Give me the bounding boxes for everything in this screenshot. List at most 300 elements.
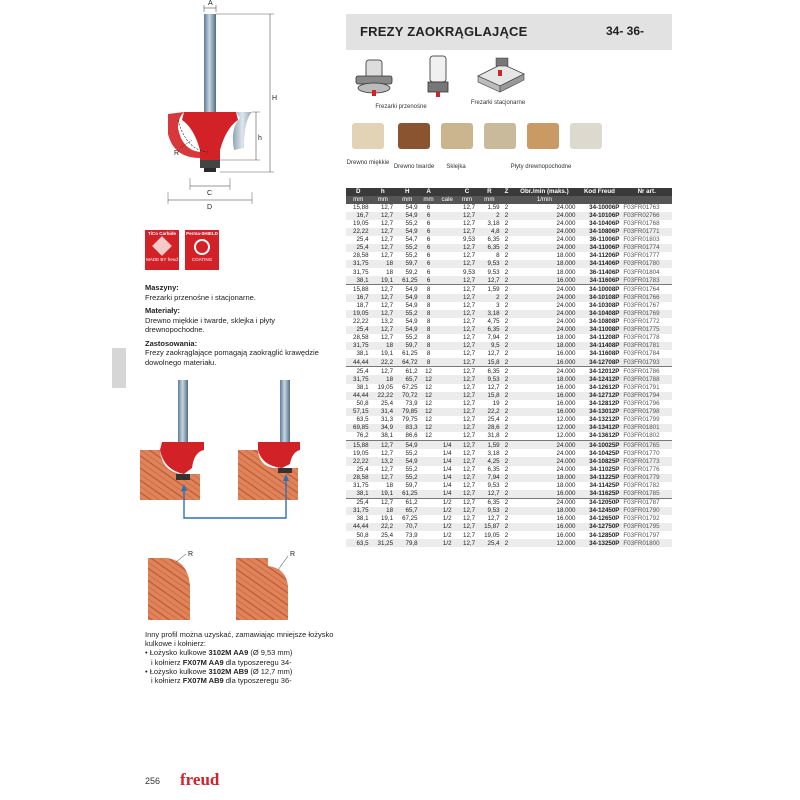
table-cell: 34-12708P [577, 358, 621, 367]
table-cell: 22,22 [353, 318, 369, 326]
table-cell: 12,7 [457, 539, 477, 547]
table-cell: F03FR01774 [621, 244, 672, 252]
table-cell: 83,3 [395, 424, 420, 432]
table-cell [420, 482, 438, 490]
table-row [346, 302, 672, 310]
table-cell: 55,2 [395, 474, 420, 482]
materialy-title: Materiały: [145, 306, 181, 315]
table-cell: 2 [504, 203, 509, 211]
table-cell: 18.000 [556, 334, 576, 342]
table-row [346, 531, 672, 539]
table-cell: 44,44 [346, 392, 371, 400]
profile-R-right: R [290, 551, 296, 558]
table-cell: 1,59 [477, 441, 502, 450]
table-cell: 16.000 [511, 408, 577, 416]
table-cell: 34-13612P [589, 432, 620, 440]
table-cell: 12,7 [380, 236, 394, 244]
table-cell: 12,7 [463, 481, 476, 489]
ticro-badge-title: TiCo Carbide [148, 231, 176, 236]
table-cell: 44,44 [346, 523, 371, 531]
table-cell: 25,4 [346, 326, 371, 334]
table-cell: 22,22 [346, 457, 371, 465]
table-cell: 24.000 [511, 228, 577, 236]
table-cell: 6,35 [487, 465, 500, 473]
table-cell: 9,53 [487, 481, 500, 489]
table-cell: 12,7 [380, 465, 394, 473]
label-R: R [174, 150, 180, 157]
table-cell: 34-11006P [577, 244, 621, 252]
profile-left [148, 558, 190, 620]
col-header: H [395, 188, 420, 196]
table-cell: 16.000 [556, 383, 576, 391]
table-cell: 2 [502, 375, 512, 383]
board-swatch-1 [484, 123, 516, 149]
table-cell: 73,9 [405, 531, 418, 539]
table-cell: 34-11008P [577, 326, 621, 334]
table-cell: 64,72 [395, 358, 420, 367]
table-cell [420, 474, 438, 482]
table-row [346, 268, 672, 276]
table-cell: 2 [502, 342, 512, 350]
table-cell: 12,7 [457, 276, 477, 285]
table-cell: 25,4 [356, 236, 369, 244]
table-cell: 1/2 [438, 523, 457, 531]
table-cell: 1/2 [438, 507, 457, 515]
table-cell: 28,58 [353, 334, 369, 342]
table-cell: 12,7 [463, 350, 476, 358]
table-cell: 19,1 [371, 276, 396, 285]
table-cell: F03FR01779 [621, 474, 672, 482]
table-cell: 25,4 [346, 498, 371, 507]
table-cell: 3,18 [477, 310, 502, 318]
table-cell: 15,88 [346, 285, 371, 294]
table-cell: F03FR01794 [621, 392, 672, 400]
table-cell: 34-13412P [577, 424, 621, 432]
table-cell: 6 [420, 212, 438, 220]
table-cell: F03FR01765 [621, 441, 672, 450]
table-cell: 2 [502, 367, 512, 376]
col-header: A [420, 188, 438, 196]
col-unit [577, 196, 621, 204]
table-cell: 24.000 [511, 498, 577, 507]
table-cell: 12,7 [457, 310, 477, 318]
table-cell: 12,7 [457, 498, 477, 507]
table-cell: 34-11625P [577, 490, 621, 499]
table-cell: F03FR01771 [621, 228, 672, 236]
table-cell: 54,9 [395, 212, 420, 220]
table-cell [420, 498, 438, 507]
table-cell: 6 [420, 276, 438, 285]
table-cell: 22,22 [346, 228, 371, 236]
table-cell: 2 [502, 244, 512, 252]
table-cell: 16.000 [556, 515, 576, 523]
table-cell: 54,9 [395, 285, 420, 294]
col-header: Z [502, 188, 512, 196]
table-cell: 34-11406P [577, 260, 621, 268]
table-cell: 2 [504, 400, 509, 408]
table-cell: 8 [426, 318, 431, 326]
table-row [346, 342, 672, 350]
table-cell: F03FR01803 [623, 236, 660, 244]
alt-bullet-1b: i kołnierz FX07M AA9 dla typoszeregu 34- [151, 657, 292, 667]
table-cell: 15,87 [477, 523, 502, 531]
table-cell: 63,5 [346, 539, 371, 547]
table-cell [438, 204, 457, 212]
table-unit-row [346, 196, 672, 204]
col-unit: 1/min [511, 196, 577, 204]
table-cell: 2 [502, 326, 512, 334]
table-cell: F03FR01780 [621, 260, 672, 268]
table-cell: 12,7 [371, 474, 396, 482]
table-cell: 34-13212P [589, 416, 620, 424]
table-cell: 12,7 [457, 212, 477, 220]
table-cell: 59,7 [395, 260, 420, 268]
table-cell: F03FR01797 [623, 531, 660, 539]
table-cell: 2 [502, 424, 512, 432]
table-cell: 2 [502, 310, 512, 318]
table-row [346, 318, 672, 326]
table-cell: F03FR01767 [623, 301, 660, 309]
table-cell: 18.000 [511, 474, 577, 482]
table-cell: 2 [477, 294, 502, 302]
table-cell: 9,53 [463, 268, 476, 276]
ticro-badge [145, 230, 179, 270]
table-cell: 18.000 [511, 342, 577, 350]
table-cell: 79,8 [395, 539, 420, 547]
table-cell: 12,7 [457, 244, 477, 252]
table-cell [438, 367, 457, 376]
table-cell: 12,7 [457, 392, 477, 400]
table-cell: 2 [502, 276, 512, 285]
table-cell: F03FR01799 [623, 416, 660, 424]
table-cell: 4,25 [477, 457, 502, 465]
table-cell: 12,7 [371, 294, 396, 302]
table-cell: 38,1 [356, 383, 369, 391]
table-cell: 12,7 [463, 301, 476, 309]
table-cell: 24.000 [511, 441, 577, 450]
portable-router-icon [352, 56, 396, 98]
table-cell: 24.000 [511, 457, 577, 465]
materialy-text: Drewno miękkie i twarde, sklejka i płyty drewnopochodne. [145, 315, 276, 334]
table-cell: F03FR01776 [623, 465, 660, 473]
table-cell: 31,4 [371, 408, 396, 416]
table-cell: 8 [420, 342, 438, 350]
col-header: Obr./min (maks.) [511, 188, 577, 196]
table-cell: 54,9 [405, 301, 418, 309]
col-header: h [371, 188, 396, 196]
table-cell: 16.000 [511, 523, 577, 531]
table-row [346, 408, 672, 416]
perma-badge-sub: COATING [191, 257, 213, 262]
table-cell: 24.000 [556, 203, 576, 211]
alt-bullet-2b: i kołnierz FX07M AB9 dla typoszeregu 36- [151, 676, 292, 686]
table-cell: 18 [371, 507, 396, 515]
table-cell: 61,25 [395, 276, 420, 285]
spec-table [346, 188, 672, 547]
table-cell: 12 [420, 375, 438, 383]
table-cell [438, 260, 457, 268]
table-cell: 6,35 [477, 326, 502, 334]
table-cell: 2 [502, 498, 512, 507]
table-cell: F03FR01763 [623, 203, 660, 211]
table-cell: 12,7 [457, 375, 477, 383]
table-cell: 8 [420, 310, 438, 318]
table-cell: 18.000 [511, 507, 577, 515]
table-cell: 24.000 [511, 294, 577, 302]
table-cell: 59,2 [405, 268, 418, 276]
table-cell: 9,53 [477, 260, 502, 268]
table-row [346, 490, 672, 499]
table-cell: 2 [504, 252, 509, 260]
table-cell: 55,2 [405, 252, 418, 260]
table-cell: 12 [425, 400, 432, 408]
table-row [346, 466, 672, 474]
table-cell: 12,7 [457, 424, 477, 432]
table-cell: 70,7 [395, 523, 420, 531]
table-row [346, 334, 672, 342]
series-code: 34- 36- [606, 24, 645, 38]
table-cell: F03FR01800 [621, 539, 672, 547]
table-cell: 18 [371, 342, 396, 350]
table-row [346, 515, 672, 523]
table-cell: F03FR01782 [623, 481, 660, 489]
table-row [346, 367, 672, 376]
table-cell: 55,2 [405, 219, 418, 227]
table-cell [438, 432, 457, 441]
table-cell: 34-12812P [589, 400, 620, 408]
label-boards: Płyty drewnopochodne [510, 164, 572, 170]
table-row [346, 474, 672, 482]
table-cell: 19,05 [484, 531, 500, 539]
table-cell: 1/4 [438, 457, 457, 465]
table-cell: 61,2 [395, 367, 420, 376]
table-cell [438, 334, 457, 342]
table-cell: 34-10008P [577, 285, 621, 294]
table-cell [438, 375, 457, 383]
table-cell: 1/4 [438, 441, 457, 450]
alt-intro: Inny profil można uzyskać, zamawiając mniejsze łożysko kulkowe i kołnierz: [145, 630, 334, 649]
table-row [346, 244, 672, 252]
table-cell: 18.000 [556, 481, 576, 489]
table-row [346, 539, 672, 547]
side-tab [112, 348, 126, 388]
col-header: Kod Freud [577, 188, 621, 196]
table-cell: 15,8 [477, 392, 502, 400]
table-cell: 34-12750P [577, 523, 621, 531]
table-cell: 24.000 [556, 449, 576, 457]
table-cell: F03FR01764 [621, 285, 672, 294]
table-row [346, 392, 672, 400]
table-cell: 70,72 [395, 392, 420, 400]
table-cell: 31,75 [353, 481, 369, 489]
table-cell: 34-10825P [577, 457, 621, 465]
table-cell: 12,7 [463, 416, 476, 424]
table-cell: 2 [504, 301, 509, 309]
table-row [346, 384, 672, 392]
table-cell: 34-12450P [577, 507, 621, 515]
table-cell: 12,7 [457, 408, 477, 416]
table-cell: 34-13012P [577, 408, 621, 416]
table-cell: 12,7 [380, 449, 394, 457]
table-cell [438, 416, 457, 424]
table-cell: 34-12412P [577, 375, 621, 383]
label-hardwood: Drewno twarde [393, 164, 435, 170]
table-cell: 34-10308P [589, 301, 620, 309]
table-router-icon [474, 56, 526, 98]
zastosowania-title: Zastosowania: [145, 338, 198, 348]
table-cell: 54,9 [395, 441, 420, 450]
table-cell: 16.000 [511, 358, 577, 367]
table-cell: 22,22 [371, 392, 396, 400]
bearing-left [176, 474, 190, 480]
table-cell: 18.000 [511, 375, 577, 383]
table-cell: 16,7 [346, 294, 371, 302]
table-cell: 34-11606P [577, 276, 621, 285]
table-cell: 15,88 [346, 441, 371, 450]
table-cell: 12,7 [457, 294, 477, 302]
table-cell: 34-10806P [577, 228, 621, 236]
table-cell: 2 [504, 531, 509, 539]
maszyny-title: Maszyny: [145, 283, 179, 292]
table-cell: 1/4 [438, 490, 457, 499]
table-cell: 2 [504, 334, 509, 342]
col-unit: mm [395, 196, 420, 204]
col-unit: cale [438, 196, 457, 204]
table-cell [438, 318, 457, 326]
table-cell: 34-12650P [589, 515, 620, 523]
table-cell: 25,4 [487, 416, 500, 424]
table-cell: 18.000 [556, 252, 576, 260]
table-cell: 34-11025P [589, 465, 620, 473]
table-cell [438, 212, 457, 220]
table-cell [438, 342, 457, 350]
table-cell: 38,1 [346, 490, 371, 499]
table-cell: 3,18 [487, 219, 500, 227]
table-cell: 9,53 [477, 507, 502, 515]
table-cell [438, 268, 457, 276]
table-cell: 2 [504, 432, 509, 440]
table-cell: 59,7 [395, 342, 420, 350]
table-cell [438, 310, 457, 318]
table-cell: 24.000 [556, 236, 576, 244]
table-cell: 2 [504, 318, 509, 326]
table-cell: 24.000 [556, 465, 576, 473]
table-cell: 12 [420, 424, 438, 432]
label-portable: Frezarki przenośne [375, 104, 427, 110]
table-cell: 12,7 [371, 367, 396, 376]
table-row [346, 424, 672, 432]
table-cell: 19,05 [353, 219, 369, 227]
table-cell: 24.000 [511, 367, 577, 376]
table-cell: F03FR01773 [621, 457, 672, 465]
table-row [346, 523, 672, 531]
table-cell: 6 [426, 268, 431, 276]
table-cell: F03FR01775 [621, 326, 672, 334]
table-cell: 61,25 [395, 490, 420, 499]
table-cell: F03FR01792 [623, 515, 660, 523]
table-cell: 12,7 [487, 383, 500, 391]
table-cell: 2 [504, 481, 509, 489]
table-row [346, 204, 672, 212]
table-cell: 12,7 [457, 507, 477, 515]
alt-bullet-2: • Łożysko kulkowe 3102M AB9 (Ø 12,7 mm) [145, 666, 293, 676]
table-cell: 9,53 [463, 236, 476, 244]
table-cell: 8 [420, 285, 438, 294]
table-cell: 12,7 [457, 342, 477, 350]
table-cell: 38,1 [356, 350, 369, 358]
table-cell: F03FR02766 [621, 212, 672, 220]
table-cell: 34-10025P [577, 441, 621, 450]
table-row [346, 498, 672, 507]
table-cell: 2 [504, 383, 509, 391]
table-cell: 2 [502, 285, 512, 294]
table-cell [420, 539, 438, 547]
ticro-badge-icon [152, 236, 172, 256]
table-cell: 8 [420, 294, 438, 302]
col-header: Nr art. [621, 188, 672, 196]
table-cell: F03FR01801 [621, 424, 672, 432]
table-row [346, 449, 672, 457]
table-cell: 2 [502, 294, 512, 302]
label-plywood: Sklejka [446, 164, 466, 170]
table-cell: 2 [477, 212, 502, 220]
table-cell: F03FR01793 [621, 358, 672, 367]
table-cell: 54,9 [395, 457, 420, 465]
bearing-screw [204, 168, 216, 172]
table-cell: 18,7 [356, 301, 369, 309]
perma-badge [185, 230, 219, 270]
table-cell: F03FR01784 [623, 350, 660, 358]
table-cell [438, 392, 457, 400]
table-cell: 12.000 [511, 539, 577, 547]
table-cell: 2 [502, 523, 512, 531]
table-cell: 28,6 [477, 424, 502, 432]
table-cell: 12,7 [371, 244, 396, 252]
table-cell: 22,2 [371, 358, 396, 367]
table-cell: 31,75 [346, 342, 371, 350]
table-cell: 54,9 [395, 228, 420, 236]
table-cell: 12,7 [463, 432, 476, 440]
table-cell [438, 408, 457, 416]
table-cell: 7,94 [477, 474, 502, 482]
table-cell: 24.000 [511, 244, 577, 252]
table-body [346, 204, 672, 548]
bearing [200, 160, 220, 168]
col-unit: mm [346, 196, 371, 204]
table-cell: 50,8 [356, 531, 369, 539]
table-cell: 34-12850P [589, 531, 620, 539]
col-unit: mm [371, 196, 396, 204]
table-cell: 31,75 [353, 268, 369, 276]
table-cell: 54,9 [395, 326, 420, 334]
table-cell: 12.000 [556, 432, 576, 440]
table-cell: 34-11225P [577, 474, 621, 482]
table-header-row [346, 188, 672, 196]
table-cell: 12,7 [380, 203, 394, 211]
table-cell: 1/4 [442, 481, 452, 489]
table-cell: 2 [502, 457, 512, 465]
table-cell: 12,7 [477, 276, 502, 285]
table-cell: 36-11406P [589, 268, 620, 276]
table-cell: 12,7 [463, 515, 476, 523]
table-cell: 12 [425, 432, 432, 440]
table-cell: 2 [504, 268, 509, 276]
table-cell: 18 [371, 375, 396, 383]
table-cell [438, 244, 457, 252]
table-cell: 38,1 [380, 432, 394, 440]
table-cell: 28,58 [353, 252, 369, 260]
table-cell: F03FR01777 [623, 252, 660, 260]
